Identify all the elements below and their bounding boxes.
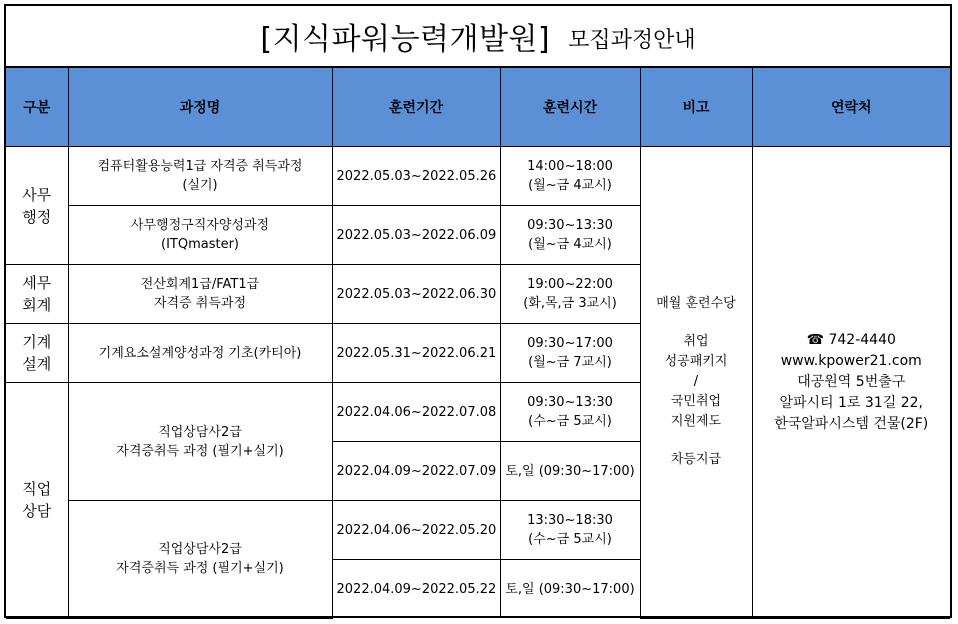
category-counsel: 직업 상담 (6, 383, 68, 619)
training-time: 13:30~18:30 (수~금 5교시) (500, 501, 640, 560)
training-time: 09:30~17:00 (월~금 7교시) (500, 324, 640, 383)
notice-title: 모집과정안내 (568, 27, 696, 53)
training-time: 토,일 (09:30~17:00) (500, 560, 640, 619)
header-category: 구분 (6, 68, 68, 147)
note-differential: 차등지급 (670, 452, 722, 468)
training-time: 09:30~13:30 (월~금 4교시) (500, 206, 640, 265)
course-table (6, 68, 950, 619)
training-period: 2022.04.06~2022.07.08 (332, 383, 500, 442)
training-period: 2022.05.03~2022.05.26 (332, 147, 500, 206)
header-note: 비고 (640, 68, 752, 147)
header-contact: 연락처 (752, 68, 950, 147)
header-course: 과정명 (68, 68, 332, 147)
training-period: 2022.04.06~2022.05.20 (332, 501, 500, 560)
training-time: 14:00~18:00 (월~금 4교시) (500, 147, 640, 206)
contact-cell (752, 147, 950, 619)
note-program: 취업 성공패키지 / 국민취업 지원제도 (664, 334, 728, 430)
table-row (6, 147, 950, 206)
category-tax: 세무 회계 (6, 265, 68, 324)
category-office: 사무 행정 (6, 147, 68, 265)
course-name: 전산회계1급/FAT1급 자격증 취득과정 (68, 265, 332, 324)
contact-address-1: 대공원역 5번출구 (797, 373, 906, 390)
contact-address-2: 알파시티 1로 31길 22, (779, 394, 923, 411)
course-name: 컴퓨터활용능력1급 자격증 취득과정 (실기) (68, 147, 332, 206)
contact-phone: ☎ 742-4440 (806, 331, 896, 348)
header-row (6, 68, 950, 147)
header-time: 훈련시간 (500, 68, 640, 147)
contact-address-3: 한국알파시스템 건물(2F) (774, 415, 929, 432)
course-name: 직업상담사2급 자격증취득 과정 (필기+실기) (68, 501, 332, 619)
title-bar (6, 6, 950, 68)
recruitment-notice (4, 4, 952, 618)
header-period: 훈련기간 (332, 68, 500, 147)
course-name: 사무행정구직자양성과정 (ITQmaster) (68, 206, 332, 265)
training-time: 19:00~22:00 (화,목,금 3교시) (500, 265, 640, 324)
note-cell (640, 147, 752, 619)
training-period: 2022.05.31~2022.06.21 (332, 324, 500, 383)
institute-name: [지식파워능력개발원] (260, 22, 551, 57)
training-time: 09:30~13:30 (수~금 5교시) (500, 383, 640, 442)
training-period: 2022.05.03~2022.06.30 (332, 265, 500, 324)
training-period: 2022.04.09~2022.05.22 (332, 560, 500, 619)
contact-website: www.kpower21.com (780, 352, 922, 369)
note-allowance: 매월 훈련수당 (656, 296, 736, 312)
category-mech: 기계 설계 (6, 324, 68, 383)
training-period: 2022.04.09~2022.07.09 (332, 442, 500, 501)
training-time: 토,일 (09:30~17:00) (500, 442, 640, 501)
training-period: 2022.05.03~2022.06.09 (332, 206, 500, 265)
course-name: 기계요소설계양성과정 기초(카티아) (68, 324, 332, 383)
course-name: 직업상담사2급 자격증취득 과정 (필기+실기) (68, 383, 332, 501)
